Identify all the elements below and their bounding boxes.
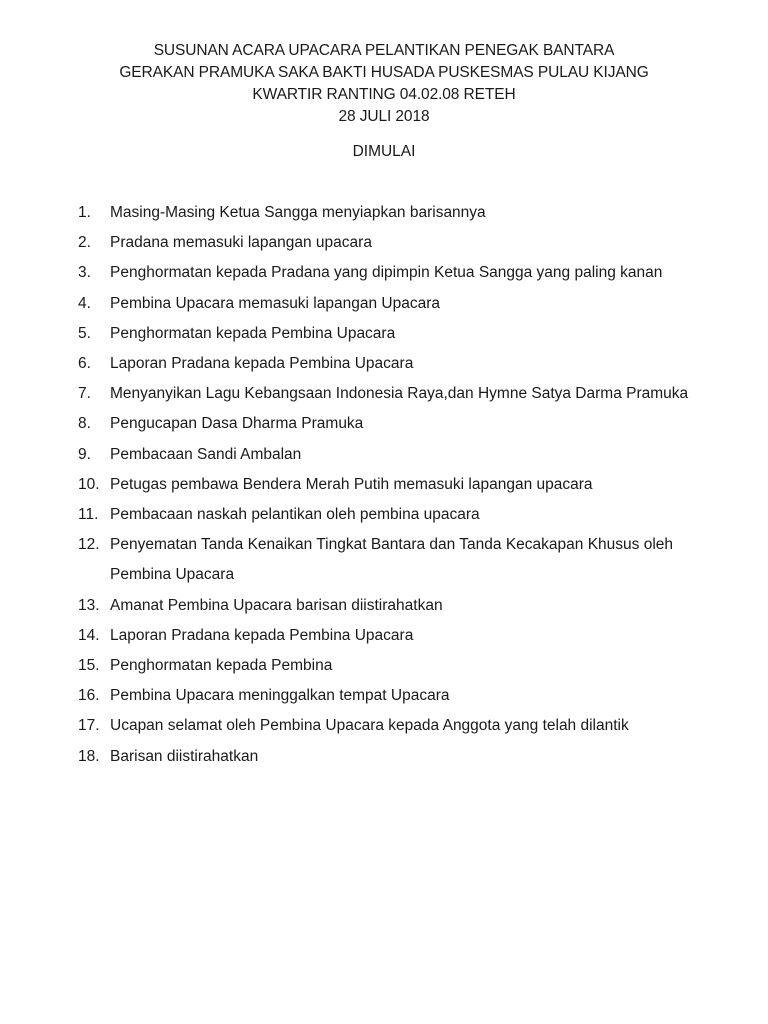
agenda-item bbox=[78, 651, 718, 681]
agenda-item bbox=[78, 379, 718, 409]
agenda-item-text: Pembina Upacara meninggalkan tempat Upacara bbox=[110, 687, 450, 705]
agenda-item-text: Penyematan Tanda Kenaikan Tingkat Bantara dan Tanda Kecakapan Khusus oleh Pembina Upacara bbox=[110, 536, 674, 584]
header-date: 28 JULI 2018 bbox=[338, 108, 430, 125]
agenda-item bbox=[78, 530, 718, 590]
agenda-item-number: 9. bbox=[78, 445, 91, 463]
agenda-item-text: Penghormatan kepada Pembina Upacara bbox=[110, 324, 396, 342]
agenda-item bbox=[78, 258, 718, 288]
agenda-item-number: 12. bbox=[78, 536, 100, 554]
agenda-item-number: 2. bbox=[78, 234, 91, 252]
agenda-item-text: Pembacaan naskah pelantikan oleh pembina upacara bbox=[110, 506, 480, 524]
agenda-item-number: 1. bbox=[78, 204, 91, 221]
agenda-item-text: Penghormatan kepada Pembina bbox=[110, 657, 333, 675]
agenda-item-text: Ucapan selamat oleh Pembina Upacara kepada Anggota yang telah dilantik bbox=[110, 717, 629, 735]
agenda-item-text: Pembacaan Sandi Ambalan bbox=[110, 445, 302, 463]
header-title-line-2: GERAKAN PRAMUKA SAKA BAKTI HUSADA PUSKESMAS PULAU KIJANG bbox=[119, 64, 649, 81]
agenda-item-text: Petugas pembawa Bendera Merah Putih memasuki lapangan upacara bbox=[110, 475, 593, 493]
agenda-item-number: 13. bbox=[78, 596, 100, 614]
agenda-item-number: 4. bbox=[78, 294, 91, 312]
agenda-item-text: Penghormatan kepada Pradana yang dipimpin Ketua Sangga yang paling kanan bbox=[110, 264, 663, 282]
agenda-item bbox=[78, 742, 718, 772]
agenda-item-number: 14. bbox=[78, 626, 100, 644]
header-title-line-3: KWARTIR RANTING 04.02.08 RETEH bbox=[252, 86, 516, 103]
agenda-item bbox=[78, 500, 718, 530]
agenda-item-number: 7. bbox=[78, 385, 91, 403]
agenda-item-number: 8. bbox=[78, 415, 91, 433]
agenda-item bbox=[78, 591, 718, 621]
agenda-list bbox=[78, 198, 718, 772]
agenda-item-text: Pembina Upacara memasuki lapangan Upacara bbox=[110, 294, 440, 312]
agenda-item bbox=[78, 289, 718, 319]
agenda-item-text: Menyanyikan Lagu Kebangsaan Indonesia Raya,dan Hymne Satya Darma Pramuka bbox=[110, 385, 689, 403]
agenda-item bbox=[78, 409, 718, 439]
agenda-item bbox=[78, 711, 718, 741]
agenda-item-text: Laporan Pradana kepada Pembina Upacara bbox=[110, 626, 414, 644]
agenda-item-number: 15. bbox=[78, 657, 100, 675]
agenda-item-number: 18. bbox=[78, 747, 100, 765]
agenda-item-text: Barisan diistirahatkan bbox=[110, 747, 259, 765]
agenda-item bbox=[78, 440, 718, 470]
agenda-item-text: Pengucapan Dasa Dharma Pramuka bbox=[110, 415, 364, 433]
agenda-item-text: Pradana memasuki lapangan upacara bbox=[110, 234, 372, 252]
start-label: DIMULAI bbox=[352, 143, 416, 160]
agenda-item-number: 6. bbox=[78, 355, 91, 373]
agenda-item-number: 17. bbox=[78, 717, 100, 735]
agenda-item bbox=[78, 470, 718, 500]
agenda-item bbox=[78, 621, 718, 651]
document-header bbox=[0, 40, 768, 128]
agenda-item-text: Amanat Pembina Upacara barisan diistirahatkan bbox=[110, 596, 443, 614]
agenda-item-text: Masing-Masing Ketua Sangga menyiapkan barisannya bbox=[110, 204, 486, 221]
agenda-item-number: 3. bbox=[78, 264, 91, 282]
agenda-item bbox=[78, 198, 718, 228]
agenda-item bbox=[78, 228, 718, 258]
agenda-item bbox=[78, 349, 718, 379]
agenda-item-number: 11. bbox=[78, 506, 99, 524]
agenda-item-number: 16. bbox=[78, 687, 100, 705]
agenda-item bbox=[78, 319, 718, 349]
agenda-item-number: 5. bbox=[78, 324, 91, 342]
agenda-item bbox=[78, 681, 718, 711]
header-title-line-1: SUSUNAN ACARA UPACARA PELANTIKAN PENEGAK BANTARA bbox=[153, 42, 615, 59]
agenda-item-text: Laporan Pradana kepada Pembina Upacara bbox=[110, 355, 414, 373]
agenda-item-number: 10. bbox=[78, 475, 100, 493]
